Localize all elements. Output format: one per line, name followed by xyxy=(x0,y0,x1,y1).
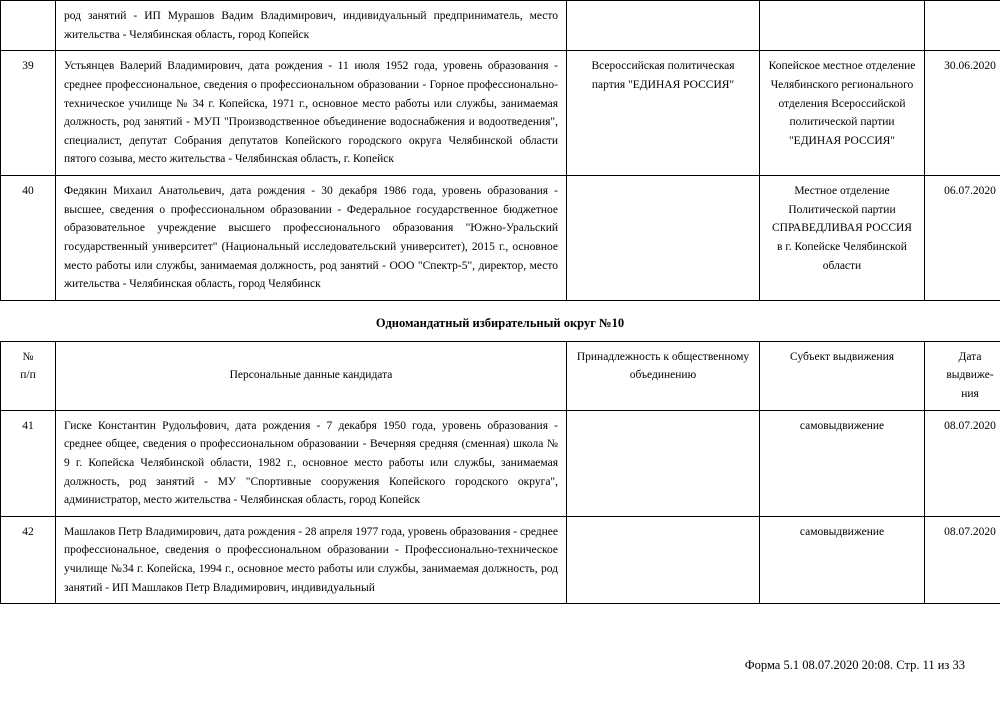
table-row xyxy=(1,176,1000,301)
table-row xyxy=(1,51,1000,176)
candidates-table-continued xyxy=(0,0,1000,301)
candidate-personal-data: род занятий - ИП Мурашов Вадим Владимирович, индивидуальный предприниматель, место жительства - Челябинская область, город Копейск xyxy=(56,1,567,51)
candidate-subject: самовыдвижение xyxy=(760,410,925,516)
column-header-date-line3: ния xyxy=(961,388,979,400)
candidate-association xyxy=(567,410,760,516)
column-header-date-line1: Дата xyxy=(958,350,982,363)
candidate-subject xyxy=(760,1,925,51)
column-header-number-line2: п/п xyxy=(20,369,36,382)
candidates-table-district-10 xyxy=(0,341,1000,605)
candidate-association xyxy=(567,176,760,301)
column-header-date xyxy=(925,341,1000,410)
candidate-date xyxy=(925,1,1000,51)
row-number: 40 xyxy=(1,176,56,301)
candidate-date: 08.07.2020 xyxy=(925,410,1000,516)
row-number xyxy=(1,1,56,51)
row-number: 39 xyxy=(1,51,56,176)
candidate-date: 06.07.2020 xyxy=(925,176,1000,301)
candidate-personal-data: Устьянцев Валерий Владимирович, дата рождения - 11 июля 1952 года, уровень образования - среднее профессиональное, сведения о профессиональном образовании - Горное профессионально-техническое училище № 34 г. Копейска, 1971 г., основное место работы или службы, занимаемая должность, род занятий - МУП "Производственное объединение водоснабжения и водоотведения", специалист, депутат Собрания депутатов Копейского городского округа Челябинской области пятого созыва, место жительства - Челябинская область, г. Копейск xyxy=(56,51,567,176)
table-row xyxy=(1,1,1000,51)
page-footer: Форма 5.1 08.07.2020 20:08. Стр. 11 из 33 xyxy=(744,658,965,672)
candidate-personal-data: Гиске Константин Рудольфович, дата рождения - 7 декабря 1950 года, уровень образования - среднее общее, сведения о профессиональном образовании - Вечерняя средняя (сменная) школа № 9 г. Копейска Челябинской области, 1982 г., основное место работы или службы, занимаемая должность, род занятий - МУ "Спортивные сооружения Копейского городского округа", администратор, место жительства - Челябинская область, город Копейск xyxy=(56,410,567,516)
table-header-row xyxy=(1,341,1000,410)
candidate-association xyxy=(567,516,760,604)
candidate-subject: Местное отделение Политической партии СПРАВЕДЛИВАЯ РОССИЯ в г. Копейске Челябинской области xyxy=(760,176,925,301)
row-number: 41 xyxy=(1,410,56,516)
column-header-date-line2: выдвиже- xyxy=(946,369,994,382)
candidate-personal-data: Машлаков Петр Владимирович, дата рождения - 28 апреля 1977 года, уровень образования - среднее профессиональное, сведения о профессиональном образовании - Профессионально-техническое училище №34 г. Копейска, 1994 г., основное место работы или службы, занимаемая должность, род занятий - ИП Машлаков Петр Владимирович, индивидуальный xyxy=(56,516,567,604)
section-title: Одномандатный избирательный округ №10 xyxy=(375,315,625,330)
candidate-date: 30.06.2020 xyxy=(925,51,1000,176)
column-header-number xyxy=(1,341,56,410)
row-number: 42 xyxy=(1,516,56,604)
column-header-personal-data: Персональные данные кандидата xyxy=(56,341,567,410)
candidate-personal-data: Федякин Михаил Анатольевич, дата рождения - 30 декабря 1986 года, уровень образования - высшее, сведения о профессиональном образовании - Федеральное государственное бюджетное образовательное учреждение высшего профессионального образования "Южно-Уральский государственный университет" (Национальный исследовательский университет), 2015 г., основное место работы или службы, занимаемая должность, род занятий - ООО "Спектр-5", директор, место жительства - Челябинская область, город Челябинск xyxy=(56,176,567,301)
column-header-number-line1: № xyxy=(22,350,34,363)
table-row xyxy=(1,516,1000,604)
table-row xyxy=(1,410,1000,516)
candidate-subject: самовыдвижение xyxy=(760,516,925,604)
column-header-subject: Субъект выдвижения xyxy=(760,341,925,410)
candidate-association xyxy=(567,1,760,51)
candidate-association: Всероссийская политическая партия "ЕДИНАЯ РОССИЯ" xyxy=(567,51,760,176)
column-header-association: Принадлежность к общественному объединению xyxy=(567,341,760,410)
candidate-subject: Копейское местное отделение Челябинского регионального отделения Всероссийской политической партии "ЕДИНАЯ РОССИЯ" xyxy=(760,51,925,176)
candidate-date: 08.07.2020 xyxy=(925,516,1000,604)
